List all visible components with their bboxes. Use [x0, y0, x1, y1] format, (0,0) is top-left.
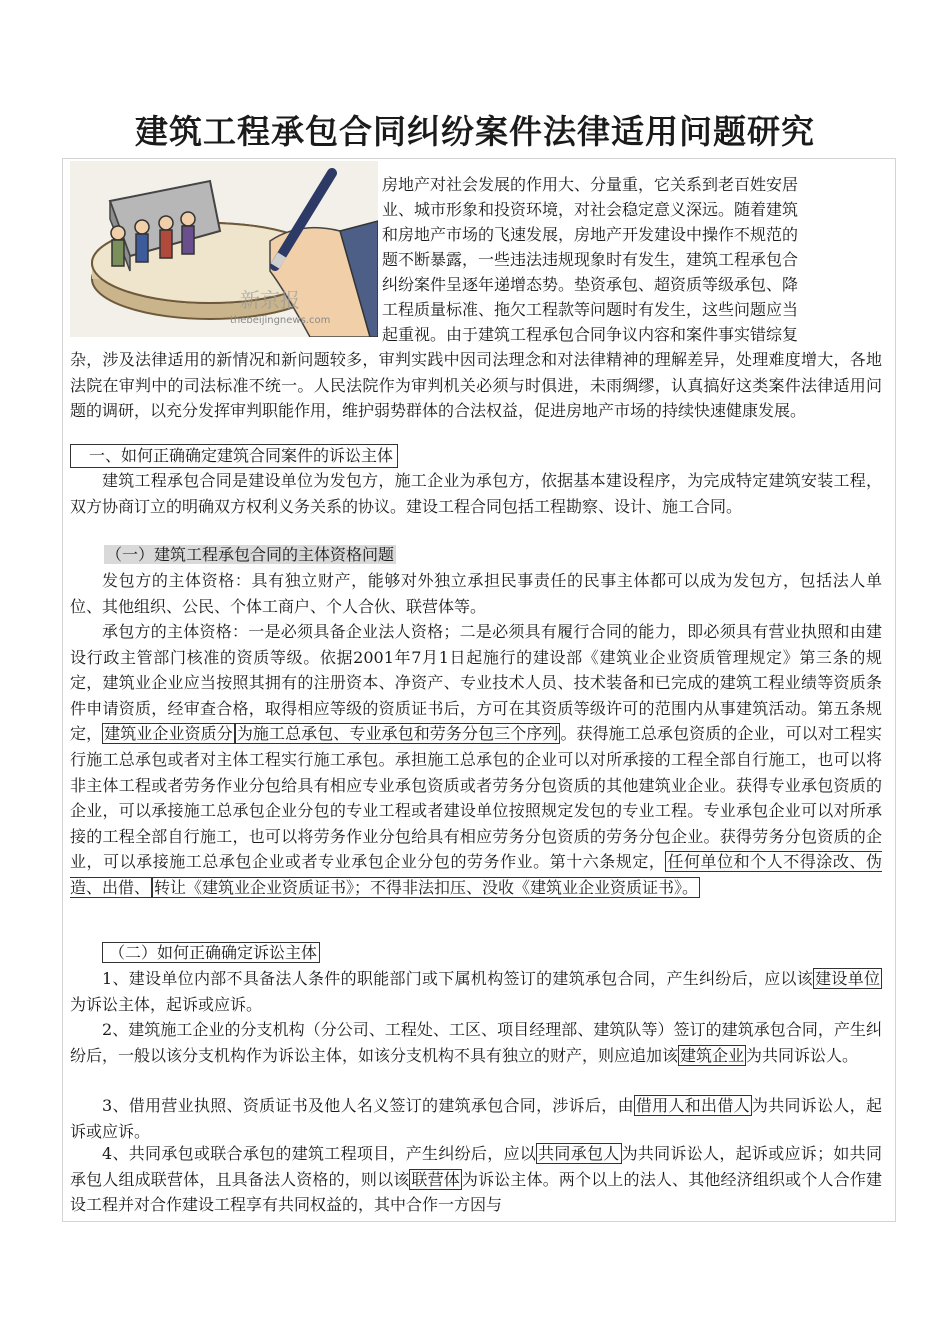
item3-highlight: 借用人和出借人 — [635, 1096, 750, 1115]
fabao-paragraph: 发包方的主体资格：具有独立财产，能够对外独立承担民事责任的民事主体都可以成为发包方，包括法人单位、其他组织、公民、个体工商户、个人合伙、联营体等。 — [70, 571, 882, 616]
item4-text-c: 为诉讼主体。两个以上的法人、其他经济组织或个人合作建设工程并对合作建设工程享有共同权益的，其中合作一方因与 — [70, 1169, 882, 1215]
item3-text-a: 3、借用营业执照、资质证书及他人名义签订的建筑承包合同，涉诉后，由 — [102, 1096, 634, 1115]
litigation-item-3 — [70, 1093, 882, 1144]
item1-text-a: 1、建设单位内部不具备法人条件的职能部门或下属机构签订的建筑承包合同，产生纠纷后，应以该 — [102, 969, 814, 988]
item1-text-b: 为诉讼主体，起诉或应诉。 — [70, 994, 263, 1014]
item4-text-b: 为共同诉讼人，起诉或应诉；如共同承包人组成联营体，且具备法人资格的，则以该 — [70, 1144, 882, 1189]
litigation-item-1 — [70, 966, 882, 1017]
item1-highlight: 建设单位 — [815, 969, 880, 988]
subsection-heading-1: （一）建筑工程承包合同的主体资格问题 — [106, 545, 395, 564]
intro-paragraph-rest: 杂，涉及法律适用的新情况和新问题较多，审判实践中因司法理念和对法律精神的理解差异，处理难度增大，各地法院在审判中的司法标准不统一。人民法院作为审判机关必须与时俱进，未雨绸缪，认真搞好这类案件法律适用问题的调研，以充分发挥审判职能作用，维护弱势群体的合法权益，促进房地产市场的持续快速健康发展。 — [70, 350, 882, 421]
watermark-cn: 新京报 — [240, 288, 300, 312]
subsection-heading-2: （二）如何正确确定诉讼主体 — [102, 942, 320, 963]
litigation-item-4 — [70, 1141, 882, 1218]
intro-line-2: 业、城市形象和投资环境，对社会稳定意义深远。随着建筑 — [382, 200, 799, 219]
intro-line-3: 和房地产市场的飞速发展，房地产开发建设中操作不规范的 — [382, 225, 799, 244]
highlight-qualification-a: 建筑业企业资质分 — [104, 724, 233, 744]
illustration-image — [70, 161, 378, 337]
document-title: 建筑工程承包合同纠纷案件法律适用问题研究 — [135, 112, 815, 151]
intro-line-7: 起重视。由于建筑工程承包合同争议内容和案件事实错综复 — [382, 325, 799, 344]
clipped-char — [72, 196, 76, 222]
intro-line-1: 房地产对社会发展的作用大、分量重，它关系到老百姓安居 — [382, 175, 799, 194]
intro-line-6: 工程质量标准、拖欠工程款等问题时有发生，这些问题应当 — [382, 300, 799, 319]
section-heading-1: 一、如何正确确定建筑合同案件的诉讼主体 — [70, 444, 398, 468]
highlight-prohibition-b: 转让《建筑业企业资质证书》；不得非法扣压、没收《建筑业企业资质证书》。 — [154, 877, 699, 897]
item2-text-a: 2、建筑施工企业的分支机构（分公司、工程处、工区、项目经理部、建筑队等）签订的建筑承包合同，产生纠纷后，一般以该分支机构作为诉讼主体，如该分支机构不具有独立的财产，则应追加该 — [70, 1020, 882, 1065]
item2-highlight: 建筑企业 — [680, 1045, 745, 1065]
item4-highlight-1: 共同承包人 — [538, 1144, 620, 1163]
watermark-url: thebeijingnews.com — [230, 315, 331, 326]
cartoon-pie-chart-icon — [70, 161, 378, 337]
intro-line-4: 题不断暴露，一些违法违规现象时有发生，建筑工程承包合 — [382, 250, 799, 269]
item4-text-a: 4、共同承包或联合承包的建筑工程项目，产生纠纷后，应以 — [102, 1144, 537, 1163]
litigation-item-2 — [70, 1017, 882, 1068]
highlight-prohibition-a: 任何单位和个人不得涂改、伪造、出借、 — [70, 852, 882, 897]
section1-paragraph: 建筑工程承包合同是建设单位为发包方，施工企业为承包方，依据基本建设程序，为完成特定建筑安装工程，双方协商订立的明确双方权利义务关系的协议。建设工程合同包括工程勘察、设计、施工合同。 — [70, 471, 882, 516]
item2-text-b: 为共同诉讼人。 — [746, 1045, 859, 1065]
intro-line-5: 纠纷案件呈逐年递增态势。垫资承包、超资质等级承包、降 — [382, 275, 799, 294]
item4-highlight-2: 联营体 — [411, 1169, 460, 1189]
chengbao-text-a: 承包方的主体资格：一是必须具备企业法人资格；二是必须具有履行合同的能力，即必须具有营业执照和由建设行政主管部门核准的资质等级。依据2001年7月1日起施行的建设部《建筑业企业资质管理规定》第三条的规定，建筑业企业应当按照其拥有的注册资本、净资产、专业技术人员、技术装备和已完成的建筑工程业绩等资质条件申请资质，经审查合格，取得相应等级的资质证书后，方可在其资质等级许可的范围内从事建筑活动。第五条规定， — [70, 622, 882, 744]
highlight-qualification-b: 为施工总承包、专业承包和劳务分包三个序列 — [236, 724, 559, 744]
chengbao-text-b: 。获得施工总承包资质的企业，可以对工程实行施工总承包或者对主体工程实行施工承包。承担施工总承包的企业可以对所承接的工程全部自行施工，也可以将非主体工程或者劳务作业分包给具有相应专业承包资质或者劳务分包资质的其他建筑业企业。获得专业承包资质的企业，可以承接施工总承包企业分包的专业工程或者建设单位按照规定发包的专业工程。专业承包企业可以对所承接的工程全部自行施工，也可以将劳务作业分包给具有相应劳务分包资质的劳务分包企业。获得劳务分包资质的企业，可以承接施工总承包企业或者专业承包企业分包的劳务作业。第十六条规定， — [70, 724, 882, 872]
item3-text-b: 为共同诉讼人，起诉或应诉。 — [70, 1096, 882, 1141]
chengbao-paragraph — [70, 619, 882, 901]
